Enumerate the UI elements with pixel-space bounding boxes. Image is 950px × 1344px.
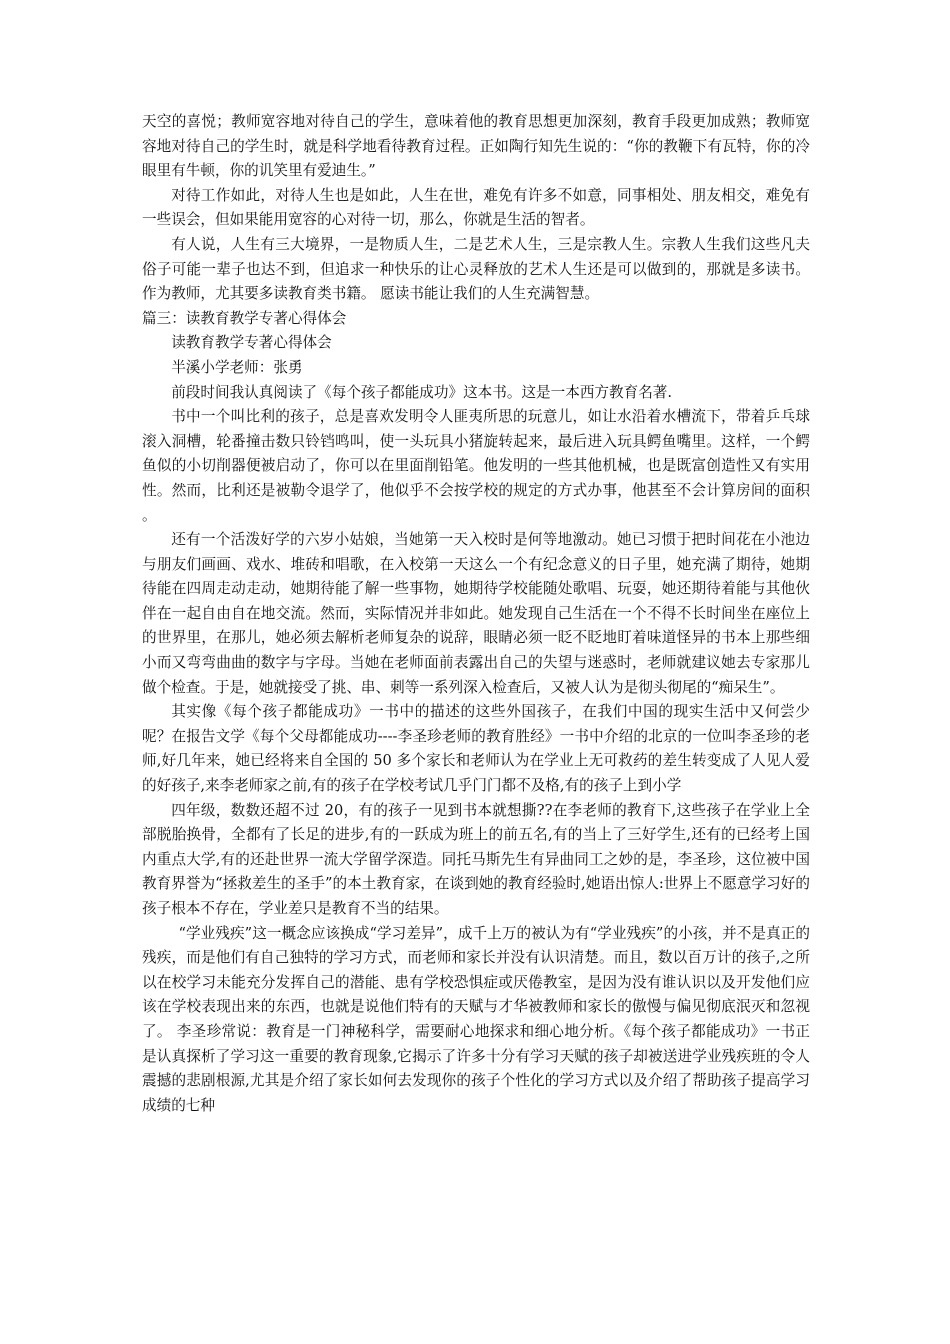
paragraph: 有人说，人生有三大境界，一是物质人生，二是艺术人生，三是宗教人生。宗教人生我们这些凡夫俗子可能一辈子也达不到，但追求一种快乐的让心灵释放的艺术人生还是可以做到的，那就是多读书。作为教师，尤其要多读教育类书籍。 愿读书能让我们的人生充满智慧。 [142, 235, 810, 303]
document-body [142, 110, 810, 1118]
paragraph: 书中一个叫比利的孩子，总是喜欢发明令人匪夷所思的玩意儿，如让水沿着水槽流下，带着乒乓球滚入洞槽，轮番撞击数只铃铛鸣叫，使一头玩具小猪旋转起来，最后进入玩具鳄鱼嘴里。这样，一个鳄鱼似的小切削器便被启动了，你可以在里面削铅笔。他发明的一些其他机械，也是既富创造性又有实用性。然而，比利还是被勒令退学了，他似乎不会按学校的规定的方式办事，他甚至不会计算房间的面积 。 [142, 408, 810, 524]
paragraph: 前段时间我认真阅读了《每个孩子都能成功》这本书。这是一本西方教育名著. [171, 383, 673, 401]
paragraph: 四年级，数数还超不过 20，有的孩子一见到书本就想撕??在李老师的教育下,这些孩子在学业上全部脱胎换骨，全都有了长足的进步,有的一跃成为班上的前五名,有的当上了三好学生,还有的已经考上国内重点大学,有的还赴世界一流大学留学深造。同托马斯先生有异曲同工之妙的是，李圣珍，这位被中国教育界誉为“拯救差生的圣手”的本土教育家，在谈到她的教育经验时,她语出惊人:世界上不愿意学习好的孩子根本不存在，学业差只是教育不当的结果。 [142, 801, 810, 917]
author-line: 半溪小学老师：张勇 [171, 358, 303, 376]
paragraph: 其实像《每个孩子都能成功》一书中的描述的这些外国孩子，在我们中国的现实生活中又何尝少呢？在报告文学《每个父母都能成功----李圣珍老师的教育胜经》一书中介绍的北京的一位叫李圣珍的老师,好几年来，她已经将来自全国的 50 多个家长和老师认为在学业上无可救药的差生转变成了人见人爱的好孩子,来李老师家之前,有的孩子在学校考试几乎门门都不及格,有的孩子上到小学 [142, 703, 810, 795]
article-title: 读教育教学专著心得体会 [171, 334, 332, 352]
paragraph: 对待工作如此，对待人生也是如此，人生在世，难免有许多不如意，同事相处、朋友相交，难免有一些误会，但如果能用宽容的心对待一切，那么，你就是生活的智者。 [142, 186, 810, 229]
paragraph: 还有一个活泼好学的六岁小姑娘，当她第一天入校时是何等地激动。她已习惯于把时间花在小池边与朋友们画画、戏水、堆砖和唱歌，在入校第一天这么一个有纪念意义的日子里，她充满了期待，她期待能在四周走动走动，她期待能了解一些事物，她期待学校能随处歌唱、玩耍，她还期待着能与其他伙伴在一起自由自在地交流。然而，实际情况并非如此。她发现自己生活在一个不得不长时间坐在座位上的世界里，在那儿，她必须去解析老师复杂的说辞，眼睛必须一眨不眨地盯着味道怪异的书本上那些细小而又弯弯曲曲的数字与字母。当她在老师面前表露出自己的失望与迷惑时，老师就建议她去专家那儿做个检查。于是，她就接受了挑、串、刺等一系列深入检查后，又被人认为是彻头彻尾的“痴呆生”。 [142, 531, 810, 696]
section-heading: 篇三：读教育教学专著心得体会 [142, 309, 347, 327]
paragraph: “学业残疾”这一概念应该换成“学习差异”，成千上万的被认为有“学业残疾”的小孩，并不是真正的残疾，而是他们有自己独特的学习方式，而老师和家长并没有认识清楚。而且，数以百万计的孩子,之所以在校学习未能充分发挥自己的潜能、患有学校恐惧症或厌倦教室，是因为没有谁认识以及开发他们应该在学校表现出来的东西，也就是说他们特有的天赋与才华被教师和家长的傲慢与偏见彻底泯灭和忽视了。 李圣珍常说：教育是一门神秘科学，需要耐心地探求和细心地分析。《每个孩子都能成功》一书正是认真探析了学习这一重要的教育现象,它揭示了许多十分有学习天赋的孩子却被送进学业残疾班的令人震撼的悲剧根源,尤其是介绍了家长如何去发现你的孩子个性化的学习方式以及介绍了帮助孩子提高学习成绩的七种 [142, 924, 810, 1114]
paragraph: 天空的喜悦；教师宽容地对待自己的学生，意味着他的教育思想更加深刻，教育手段更加成熟；教师宽容地对待自己的学生时，就是科学地看待教育过程。正如陶行知先生说的：“你的教鞭下有瓦特，你的冷眼里有牛顿，你的讥笑里有爱迪生。” [142, 113, 810, 180]
